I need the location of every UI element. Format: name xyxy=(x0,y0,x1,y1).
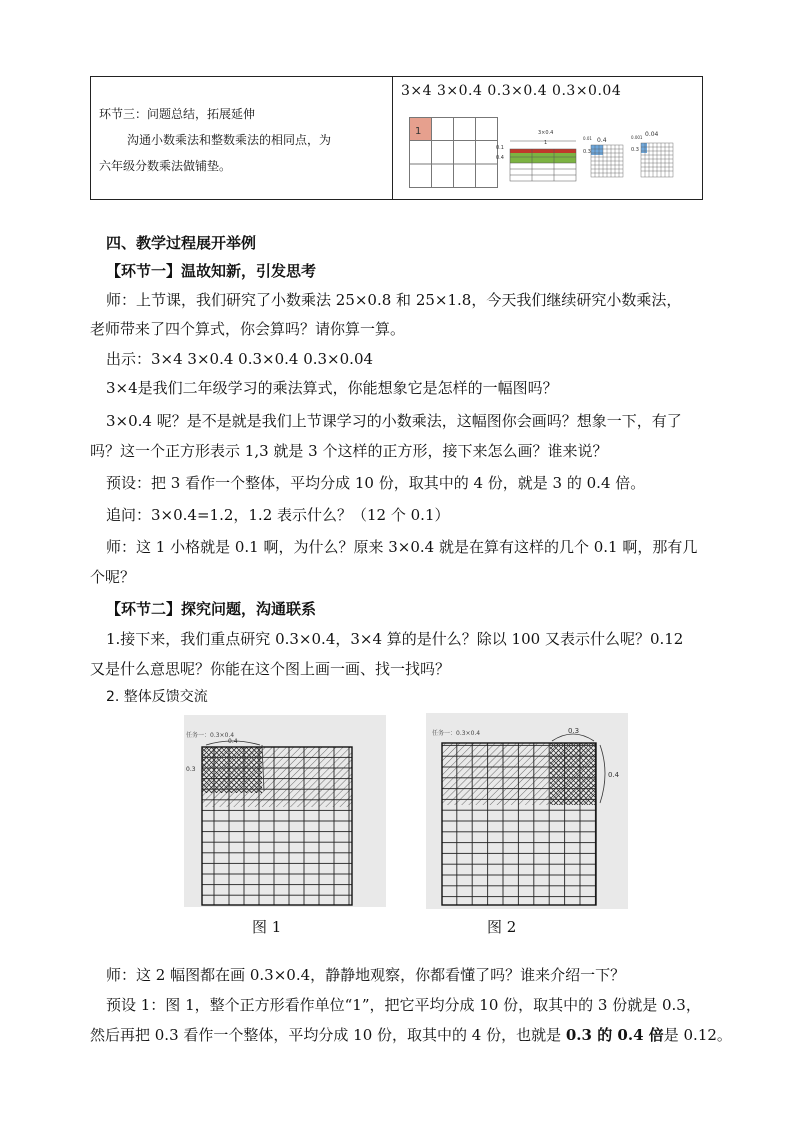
photo2-task-label: 任务一：0.3×0.4 xyxy=(432,730,481,737)
table-formulas: 3×4 3×0.4 0.3×0.4 0.3×0.04 xyxy=(401,83,622,99)
para1-line1: 师：上节课，我们研究了小数乘法 25×0.8 和 25×1.8，今天我们继续研究小数乘法， xyxy=(106,291,682,309)
mini2-side-label2: 0.3 xyxy=(583,149,591,155)
preset1-line2-a: 然后再把 0.3 看作一个整体，平均分成 10 份，取其中的 4 份，也就是 xyxy=(90,1026,566,1044)
preset1-line2-bold: 0.3 的 0.4 倍 xyxy=(565,1026,664,1044)
mini-diagram-0.3x0.4 xyxy=(583,135,631,183)
mini1-title: 3×0.4 xyxy=(538,130,554,136)
photo2-side-label: 0.4 xyxy=(608,771,620,779)
caption-figure-1: 图 1 xyxy=(252,918,282,936)
para5-line1: 1.接下来，我们重点研究 0.3×0.4，3×4 算的是什么？除以 100 又表示什么呢？0.12 xyxy=(106,630,684,648)
section-title: 四、教学过程展开举例 xyxy=(106,234,257,252)
preset1-line2-c: 是 0.12。 xyxy=(663,1026,732,1044)
mini3-side-label1: 0.001 xyxy=(631,135,643,140)
table-left-line2: 沟通小数乘法和整数乘法的相同点，为 xyxy=(127,133,332,147)
photo1-task-label: 任务一：0.3×0.4 xyxy=(186,732,235,739)
figure-photo-1 xyxy=(184,715,386,907)
mini1-side-label1: 0.1 xyxy=(496,145,504,151)
preset1-line2 xyxy=(90,1024,732,1046)
preset-line: 预设：把 3 看作一个整体，平均分成 10 份，取其中的 4 份，就是 3 的 0.4 倍。 xyxy=(106,474,646,492)
para6: 师：这 2 幅图都在画 0.3×0.4，静静地观察，你都看懂了吗？谁来介绍一下？ xyxy=(106,966,626,984)
photo2-grid-drawing xyxy=(426,713,628,909)
photo2-top-label: 0.3 xyxy=(568,727,580,735)
grid-unit-label: 1 xyxy=(415,126,422,137)
mini3-side-label2: 0.3 xyxy=(631,147,639,153)
photo1-side-label: 0.3 xyxy=(186,766,196,773)
mini-diagram-0.3x0.04 xyxy=(631,129,681,183)
mini2-top-label: 0.4 xyxy=(597,137,607,144)
mini-diagram-3x0.4 xyxy=(496,127,586,185)
followup-line: 追问：3×0.4=1.2，1.2 表示什么？（12 个 0.1） xyxy=(106,506,450,524)
figure-photo-2 xyxy=(426,713,628,909)
mini2-side-label1: 0.01 xyxy=(583,136,592,141)
mini1-side-label2: 0.4 xyxy=(496,155,504,161)
lesson-table xyxy=(90,76,703,200)
caption-figure-2: 图 2 xyxy=(487,918,517,936)
photo1-top-label: 0.4 xyxy=(228,738,238,745)
table-left-line3: 六年级分数乘法做铺垫。 xyxy=(99,159,232,173)
show-line: 出示：3×4 3×0.4 0.3×0.4 0.3×0.04 xyxy=(106,350,374,368)
preset1-line1: 预设 1：图 1，整个正方形看作单位“1”，把它平均分成 10 份，取其中的 3 份就是 0.3， xyxy=(106,996,701,1014)
para2: 3×4是我们二年级学习的乘法算式，你能想象它是怎样的一幅图吗？ xyxy=(106,379,558,397)
step1-heading: 【环节一】温故知新，引发思考 xyxy=(106,262,317,280)
table-divider xyxy=(392,77,393,199)
para4-line1: 师：这 1 小格就是 0.1 啊，为什么？原来 3×0.4 就是在算有这样的几个 0.1 啊，那有几 xyxy=(106,538,698,556)
table-left-line1: 环节三：问题总结，拓展延伸 xyxy=(99,107,256,121)
photo1-grid-drawing xyxy=(184,715,386,907)
para4-line2: 个呢？ xyxy=(90,568,136,586)
para3-line1: 3×0.4 呢？是不是就是我们上节课学习的小数乘法，这幅图你会画吗？想象一下，有了 xyxy=(106,412,682,430)
step2-heading: 【环节二】探究问题，沟通联系 xyxy=(106,600,317,618)
mini3-top-label: 0.04 xyxy=(645,131,659,138)
grid-3x4 xyxy=(409,117,499,189)
mini1-top-label: 1 xyxy=(544,140,548,146)
item2: 2. 整体反馈交流 xyxy=(106,689,208,705)
para1-line2: 老师带来了四个算式，你会算吗？请你算一算。 xyxy=(90,320,406,338)
para5-line2: 又是什么意思呢？你能在这个图上画一画、找一找吗？ xyxy=(90,660,451,678)
para3-line2: 吗？这一个正方形表示 1,3 就是 3 个这样的正方形，接下来怎么画？谁来说？ xyxy=(90,442,608,460)
